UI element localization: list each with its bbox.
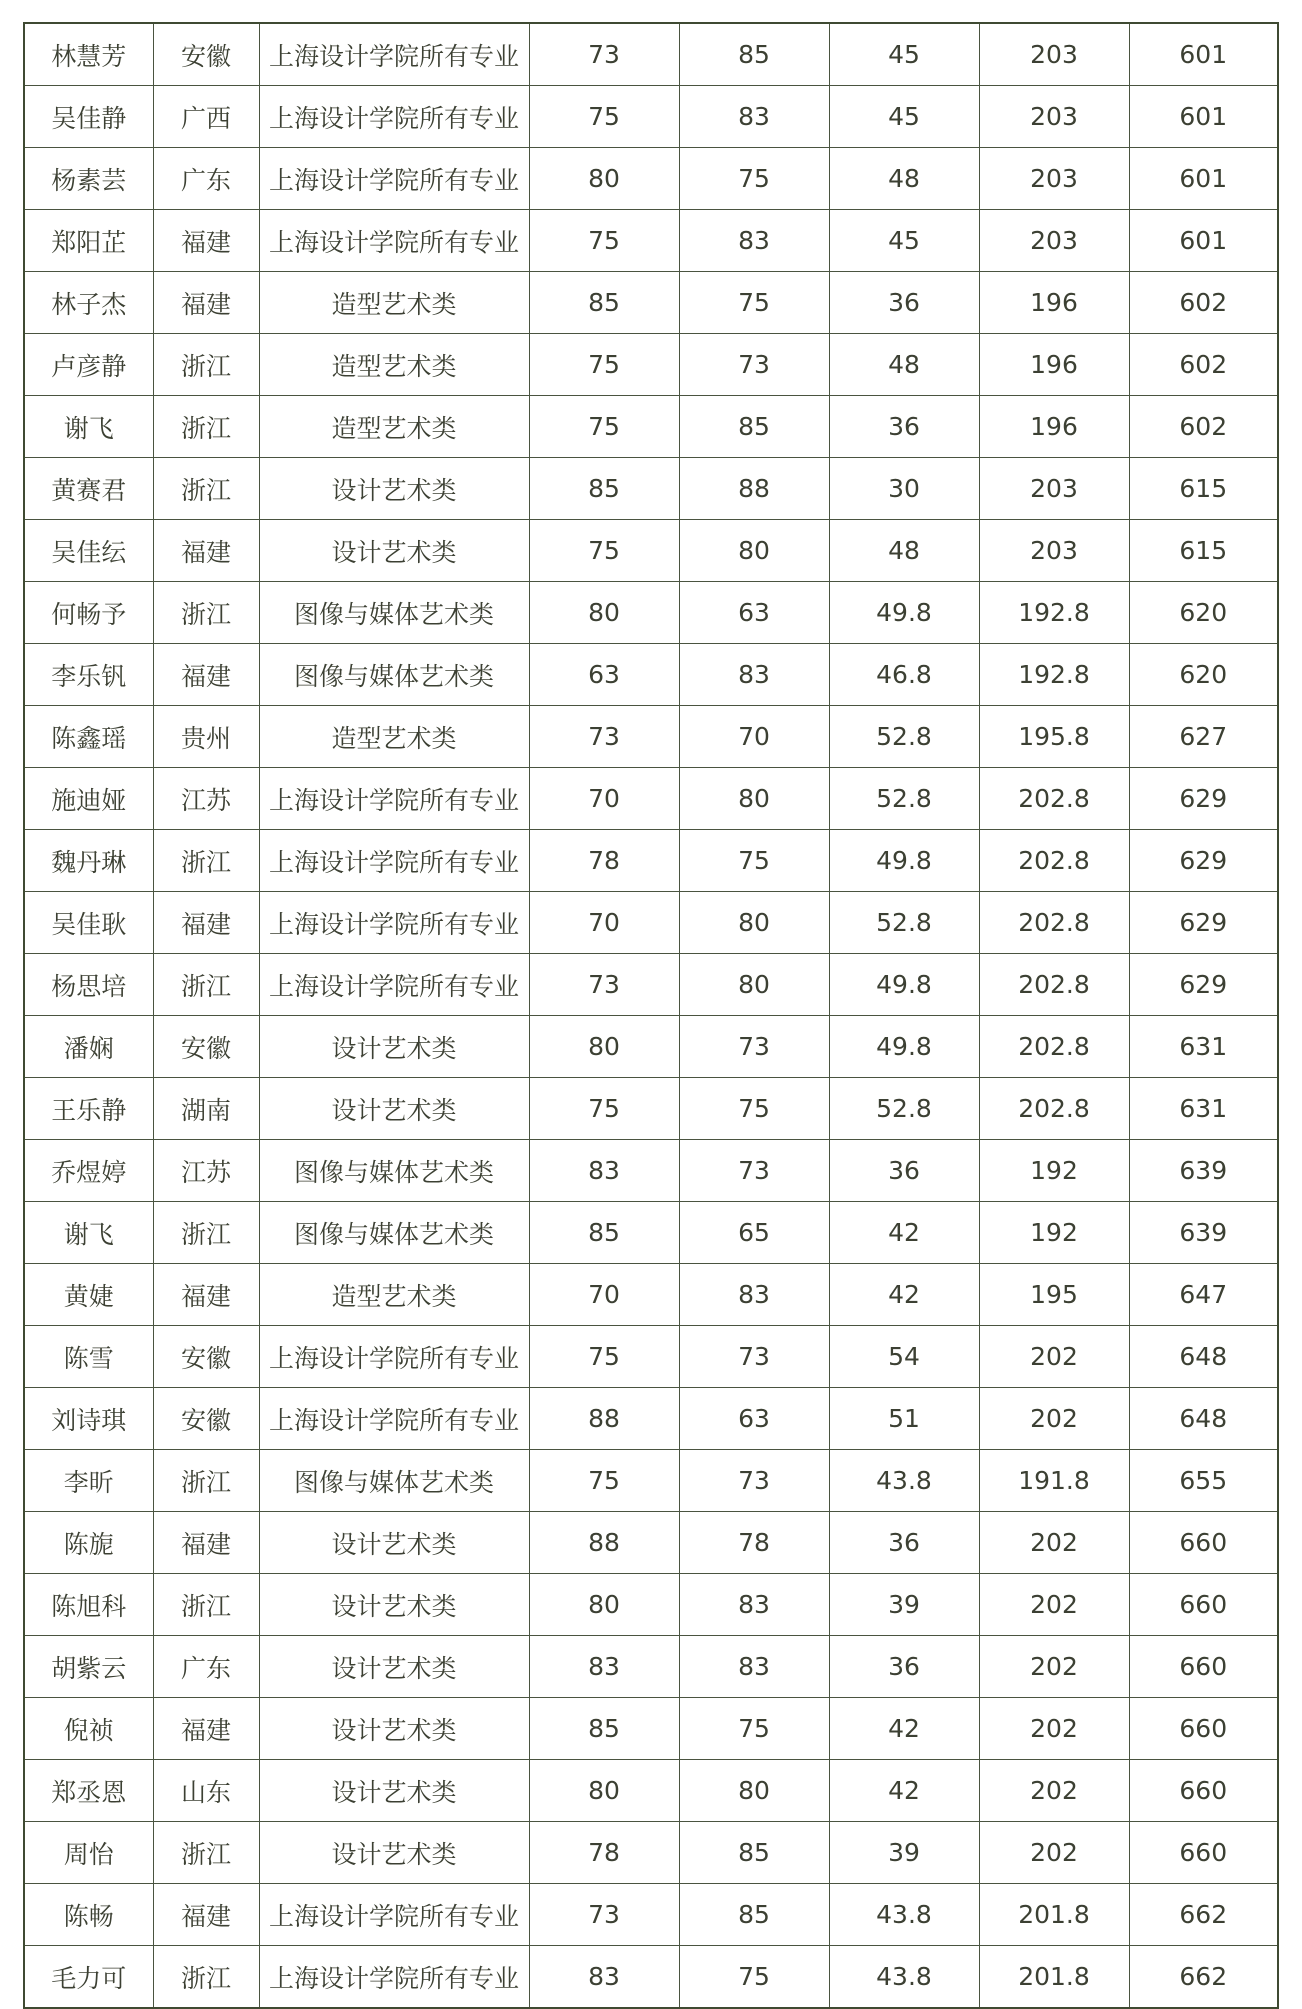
student-name-cell: 施迪娅 [24, 768, 153, 830]
rank-cell: 629 [1129, 830, 1278, 892]
score-2-cell: 73 [679, 334, 829, 396]
major-cell: 造型艺术类 [259, 272, 529, 334]
total-score-cell: 203 [979, 458, 1129, 520]
student-name-cell: 陈雪 [24, 1326, 153, 1388]
table-row [24, 706, 1278, 768]
score-2-cell: 75 [679, 1698, 829, 1760]
student-name-cell: 杨素芸 [24, 148, 153, 210]
score-3-cell: 42 [829, 1760, 979, 1822]
student-name-cell: 吴佳静 [24, 86, 153, 148]
province-cell: 安徽 [153, 1388, 259, 1450]
score-3-cell: 36 [829, 272, 979, 334]
province-cell: 浙江 [153, 1450, 259, 1512]
score-2-cell: 75 [679, 1078, 829, 1140]
province-cell: 浙江 [153, 1202, 259, 1264]
score-1-cell: 85 [529, 1698, 679, 1760]
table-row [24, 582, 1278, 644]
score-1-cell: 75 [529, 520, 679, 582]
total-score-cell: 202 [979, 1512, 1129, 1574]
total-score-cell: 203 [979, 148, 1129, 210]
total-score-cell: 202 [979, 1326, 1129, 1388]
score-1-cell: 78 [529, 830, 679, 892]
table-row [24, 768, 1278, 830]
score-2-cell: 63 [679, 1388, 829, 1450]
student-name-cell: 陈旎 [24, 1512, 153, 1574]
province-cell: 浙江 [153, 396, 259, 458]
table-row [24, 1264, 1278, 1326]
major-cell: 设计艺术类 [259, 1698, 529, 1760]
student-name-cell: 谢飞 [24, 1202, 153, 1264]
score-1-cell: 80 [529, 1760, 679, 1822]
table-row [24, 954, 1278, 1016]
score-2-cell: 85 [679, 1884, 829, 1946]
major-cell: 上海设计学院所有专业 [259, 1326, 529, 1388]
student-name-cell: 杨思培 [24, 954, 153, 1016]
score-3-cell: 30 [829, 458, 979, 520]
score-1-cell: 85 [529, 272, 679, 334]
table-row [24, 148, 1278, 210]
score-3-cell: 49.8 [829, 830, 979, 892]
score-3-cell: 49.8 [829, 582, 979, 644]
table-row [24, 86, 1278, 148]
score-3-cell: 42 [829, 1698, 979, 1760]
major-cell: 上海设计学院所有专业 [259, 892, 529, 954]
province-cell: 福建 [153, 210, 259, 272]
total-score-cell: 195 [979, 1264, 1129, 1326]
score-2-cell: 88 [679, 458, 829, 520]
province-cell: 浙江 [153, 458, 259, 520]
table-row [24, 1946, 1278, 2009]
student-name-cell: 林子杰 [24, 272, 153, 334]
student-name-cell: 吴佳纭 [24, 520, 153, 582]
province-cell: 安徽 [153, 1326, 259, 1388]
major-cell: 上海设计学院所有专业 [259, 830, 529, 892]
score-1-cell: 70 [529, 768, 679, 830]
major-cell: 造型艺术类 [259, 334, 529, 396]
major-cell: 上海设计学院所有专业 [259, 1388, 529, 1450]
rank-cell: 660 [1129, 1822, 1278, 1884]
score-1-cell: 75 [529, 334, 679, 396]
province-cell: 广西 [153, 86, 259, 148]
rank-cell: 620 [1129, 644, 1278, 706]
rank-cell: 601 [1129, 86, 1278, 148]
student-name-cell: 魏丹琳 [24, 830, 153, 892]
score-3-cell: 43.8 [829, 1450, 979, 1512]
major-cell: 造型艺术类 [259, 396, 529, 458]
province-cell: 福建 [153, 1264, 259, 1326]
total-score-cell: 201.8 [979, 1884, 1129, 1946]
table-row [24, 210, 1278, 272]
score-1-cell: 63 [529, 644, 679, 706]
rank-cell: 601 [1129, 148, 1278, 210]
score-3-cell: 36 [829, 1140, 979, 1202]
rank-cell: 660 [1129, 1574, 1278, 1636]
rank-cell: 627 [1129, 706, 1278, 768]
province-cell: 浙江 [153, 334, 259, 396]
student-name-cell: 王乐静 [24, 1078, 153, 1140]
province-cell: 浙江 [153, 954, 259, 1016]
major-cell: 设计艺术类 [259, 1574, 529, 1636]
score-3-cell: 49.8 [829, 954, 979, 1016]
score-2-cell: 65 [679, 1202, 829, 1264]
score-3-cell: 36 [829, 1512, 979, 1574]
score-1-cell: 75 [529, 210, 679, 272]
province-cell: 广东 [153, 1636, 259, 1698]
province-cell: 福建 [153, 1884, 259, 1946]
score-2-cell: 85 [679, 23, 829, 86]
total-score-cell: 202 [979, 1574, 1129, 1636]
major-cell: 上海设计学院所有专业 [259, 1884, 529, 1946]
rank-cell: 660 [1129, 1698, 1278, 1760]
major-cell: 上海设计学院所有专业 [259, 86, 529, 148]
rank-cell: 602 [1129, 272, 1278, 334]
score-3-cell: 43.8 [829, 1946, 979, 2009]
rank-cell: 620 [1129, 582, 1278, 644]
major-cell: 设计艺术类 [259, 1016, 529, 1078]
rank-cell: 639 [1129, 1202, 1278, 1264]
table-row [24, 396, 1278, 458]
student-name-cell: 陈鑫瑶 [24, 706, 153, 768]
table-row [24, 458, 1278, 520]
score-1-cell: 88 [529, 1388, 679, 1450]
major-cell: 设计艺术类 [259, 1078, 529, 1140]
major-cell: 造型艺术类 [259, 706, 529, 768]
major-cell: 图像与媒体艺术类 [259, 1140, 529, 1202]
province-cell: 安徽 [153, 23, 259, 86]
score-1-cell: 75 [529, 1326, 679, 1388]
total-score-cell: 203 [979, 86, 1129, 148]
rank-cell: 601 [1129, 23, 1278, 86]
score-2-cell: 83 [679, 644, 829, 706]
rank-cell: 639 [1129, 1140, 1278, 1202]
province-cell: 浙江 [153, 830, 259, 892]
table-row [24, 1884, 1278, 1946]
score-3-cell: 52.8 [829, 706, 979, 768]
score-1-cell: 85 [529, 458, 679, 520]
score-2-cell: 78 [679, 1512, 829, 1574]
total-score-cell: 202 [979, 1822, 1129, 1884]
score-2-cell: 83 [679, 1574, 829, 1636]
total-score-cell: 202.8 [979, 768, 1129, 830]
total-score-cell: 192 [979, 1140, 1129, 1202]
table-row [24, 1822, 1278, 1884]
table-row [24, 1512, 1278, 1574]
major-cell: 设计艺术类 [259, 1822, 529, 1884]
student-name-cell: 李昕 [24, 1450, 153, 1512]
score-2-cell: 83 [679, 1636, 829, 1698]
score-1-cell: 80 [529, 148, 679, 210]
total-score-cell: 203 [979, 520, 1129, 582]
student-name-cell: 黄婕 [24, 1264, 153, 1326]
score-1-cell: 75 [529, 86, 679, 148]
score-3-cell: 52.8 [829, 1078, 979, 1140]
table-body [24, 23, 1278, 2008]
student-name-cell: 林慧芳 [24, 23, 153, 86]
student-name-cell: 陈旭科 [24, 1574, 153, 1636]
score-1-cell: 83 [529, 1140, 679, 1202]
score-2-cell: 85 [679, 396, 829, 458]
rank-cell: 601 [1129, 210, 1278, 272]
score-1-cell: 80 [529, 1574, 679, 1636]
score-3-cell: 51 [829, 1388, 979, 1450]
major-cell: 设计艺术类 [259, 520, 529, 582]
table-row [24, 1326, 1278, 1388]
total-score-cell: 202 [979, 1636, 1129, 1698]
score-1-cell: 75 [529, 396, 679, 458]
table-row [24, 520, 1278, 582]
student-name-cell: 郑丞恩 [24, 1760, 153, 1822]
major-cell: 上海设计学院所有专业 [259, 1946, 529, 2009]
score-3-cell: 49.8 [829, 1016, 979, 1078]
rank-cell: 629 [1129, 892, 1278, 954]
score-3-cell: 45 [829, 210, 979, 272]
rank-cell: 647 [1129, 1264, 1278, 1326]
score-3-cell: 45 [829, 23, 979, 86]
rank-cell: 629 [1129, 954, 1278, 1016]
major-cell: 设计艺术类 [259, 1760, 529, 1822]
total-score-cell: 191.8 [979, 1450, 1129, 1512]
score-2-cell: 75 [679, 272, 829, 334]
student-name-cell: 刘诗琪 [24, 1388, 153, 1450]
score-2-cell: 80 [679, 520, 829, 582]
score-2-cell: 80 [679, 892, 829, 954]
table-row [24, 1388, 1278, 1450]
score-3-cell: 43.8 [829, 1884, 979, 1946]
score-3-cell: 42 [829, 1264, 979, 1326]
total-score-cell: 196 [979, 334, 1129, 396]
rank-cell: 602 [1129, 334, 1278, 396]
rank-cell: 648 [1129, 1388, 1278, 1450]
table-row [24, 1574, 1278, 1636]
score-2-cell: 73 [679, 1016, 829, 1078]
total-score-cell: 201.8 [979, 1946, 1129, 2009]
score-2-cell: 83 [679, 210, 829, 272]
table-row [24, 1636, 1278, 1698]
total-score-cell: 192 [979, 1202, 1129, 1264]
rank-cell: 655 [1129, 1450, 1278, 1512]
province-cell: 福建 [153, 1512, 259, 1574]
student-name-cell: 周怡 [24, 1822, 153, 1884]
score-3-cell: 46.8 [829, 644, 979, 706]
score-2-cell: 75 [679, 1946, 829, 2009]
province-cell: 福建 [153, 1698, 259, 1760]
table-row [24, 1698, 1278, 1760]
score-2-cell: 75 [679, 830, 829, 892]
score-3-cell: 52.8 [829, 768, 979, 830]
score-2-cell: 80 [679, 954, 829, 1016]
table-row [24, 272, 1278, 334]
student-name-cell: 潘娴 [24, 1016, 153, 1078]
score-1-cell: 75 [529, 1450, 679, 1512]
province-cell: 浙江 [153, 1574, 259, 1636]
total-score-cell: 202 [979, 1760, 1129, 1822]
major-cell: 上海设计学院所有专业 [259, 210, 529, 272]
score-3-cell: 48 [829, 520, 979, 582]
rank-cell: 662 [1129, 1946, 1278, 2009]
table-row [24, 23, 1278, 86]
major-cell: 造型艺术类 [259, 1264, 529, 1326]
province-cell: 福建 [153, 520, 259, 582]
rank-cell: 648 [1129, 1326, 1278, 1388]
score-1-cell: 73 [529, 1884, 679, 1946]
province-cell: 浙江 [153, 582, 259, 644]
total-score-cell: 196 [979, 272, 1129, 334]
major-cell: 上海设计学院所有专业 [259, 23, 529, 86]
score-2-cell: 83 [679, 86, 829, 148]
table-row [24, 644, 1278, 706]
student-name-cell: 毛力可 [24, 1946, 153, 2009]
score-table [23, 22, 1279, 2009]
major-cell: 图像与媒体艺术类 [259, 582, 529, 644]
score-3-cell: 54 [829, 1326, 979, 1388]
table-row [24, 1016, 1278, 1078]
total-score-cell: 202 [979, 1698, 1129, 1760]
rank-cell: 660 [1129, 1760, 1278, 1822]
total-score-cell: 202 [979, 1388, 1129, 1450]
score-1-cell: 78 [529, 1822, 679, 1884]
major-cell: 图像与媒体艺术类 [259, 1450, 529, 1512]
table-row [24, 1078, 1278, 1140]
student-name-cell: 乔煜婷 [24, 1140, 153, 1202]
student-name-cell: 倪祯 [24, 1698, 153, 1760]
score-2-cell: 80 [679, 768, 829, 830]
major-cell: 设计艺术类 [259, 1512, 529, 1574]
score-1-cell: 88 [529, 1512, 679, 1574]
total-score-cell: 192.8 [979, 644, 1129, 706]
total-score-cell: 203 [979, 210, 1129, 272]
score-2-cell: 75 [679, 148, 829, 210]
score-1-cell: 83 [529, 1636, 679, 1698]
table-row [24, 830, 1278, 892]
province-cell: 安徽 [153, 1016, 259, 1078]
table-row [24, 892, 1278, 954]
province-cell: 福建 [153, 644, 259, 706]
rank-cell: 662 [1129, 1884, 1278, 1946]
total-score-cell: 195.8 [979, 706, 1129, 768]
score-3-cell: 48 [829, 334, 979, 396]
province-cell: 贵州 [153, 706, 259, 768]
major-cell: 上海设计学院所有专业 [259, 954, 529, 1016]
score-2-cell: 83 [679, 1264, 829, 1326]
table-row [24, 334, 1278, 396]
total-score-cell: 202.8 [979, 954, 1129, 1016]
rank-cell: 660 [1129, 1512, 1278, 1574]
score-3-cell: 36 [829, 396, 979, 458]
province-cell: 江苏 [153, 1140, 259, 1202]
score-1-cell: 73 [529, 706, 679, 768]
province-cell: 山东 [153, 1760, 259, 1822]
score-2-cell: 63 [679, 582, 829, 644]
score-2-cell: 73 [679, 1140, 829, 1202]
total-score-cell: 202.8 [979, 830, 1129, 892]
score-1-cell: 85 [529, 1202, 679, 1264]
score-2-cell: 85 [679, 1822, 829, 1884]
province-cell: 江苏 [153, 768, 259, 830]
score-1-cell: 70 [529, 892, 679, 954]
score-2-cell: 73 [679, 1326, 829, 1388]
table-row [24, 1202, 1278, 1264]
province-cell: 福建 [153, 272, 259, 334]
province-cell: 浙江 [153, 1946, 259, 2009]
score-3-cell: 36 [829, 1636, 979, 1698]
student-name-cell: 黄赛君 [24, 458, 153, 520]
score-1-cell: 83 [529, 1946, 679, 2009]
table-row [24, 1450, 1278, 1512]
score-3-cell: 48 [829, 148, 979, 210]
student-name-cell: 李乐钒 [24, 644, 153, 706]
rank-cell: 631 [1129, 1016, 1278, 1078]
total-score-cell: 202.8 [979, 892, 1129, 954]
table-row [24, 1760, 1278, 1822]
major-cell: 设计艺术类 [259, 458, 529, 520]
student-name-cell: 吴佳耿 [24, 892, 153, 954]
rank-cell: 631 [1129, 1078, 1278, 1140]
score-3-cell: 39 [829, 1822, 979, 1884]
student-name-cell: 陈畅 [24, 1884, 153, 1946]
table-row [24, 1140, 1278, 1202]
score-1-cell: 75 [529, 1078, 679, 1140]
rank-cell: 615 [1129, 520, 1278, 582]
major-cell: 图像与媒体艺术类 [259, 1202, 529, 1264]
score-1-cell: 73 [529, 954, 679, 1016]
total-score-cell: 196 [979, 396, 1129, 458]
major-cell: 设计艺术类 [259, 1636, 529, 1698]
student-name-cell: 胡紫云 [24, 1636, 153, 1698]
score-3-cell: 42 [829, 1202, 979, 1264]
score-3-cell: 52.8 [829, 892, 979, 954]
province-cell: 广东 [153, 148, 259, 210]
total-score-cell: 202.8 [979, 1078, 1129, 1140]
province-cell: 浙江 [153, 1822, 259, 1884]
rank-cell: 629 [1129, 768, 1278, 830]
rank-cell: 602 [1129, 396, 1278, 458]
student-name-cell: 谢飞 [24, 396, 153, 458]
total-score-cell: 202.8 [979, 1016, 1129, 1078]
total-score-cell: 203 [979, 23, 1129, 86]
rank-cell: 660 [1129, 1636, 1278, 1698]
score-2-cell: 70 [679, 706, 829, 768]
student-name-cell: 卢彦静 [24, 334, 153, 396]
score-1-cell: 70 [529, 1264, 679, 1326]
major-cell: 上海设计学院所有专业 [259, 148, 529, 210]
score-2-cell: 80 [679, 1760, 829, 1822]
score-1-cell: 73 [529, 23, 679, 86]
rank-cell: 615 [1129, 458, 1278, 520]
student-name-cell: 郑阳芷 [24, 210, 153, 272]
score-1-cell: 80 [529, 1016, 679, 1078]
student-name-cell: 何畅予 [24, 582, 153, 644]
score-3-cell: 45 [829, 86, 979, 148]
major-cell: 图像与媒体艺术类 [259, 644, 529, 706]
score-3-cell: 39 [829, 1574, 979, 1636]
score-1-cell: 80 [529, 582, 679, 644]
total-score-cell: 192.8 [979, 582, 1129, 644]
province-cell: 福建 [153, 892, 259, 954]
province-cell: 湖南 [153, 1078, 259, 1140]
major-cell: 上海设计学院所有专业 [259, 768, 529, 830]
score-2-cell: 73 [679, 1450, 829, 1512]
